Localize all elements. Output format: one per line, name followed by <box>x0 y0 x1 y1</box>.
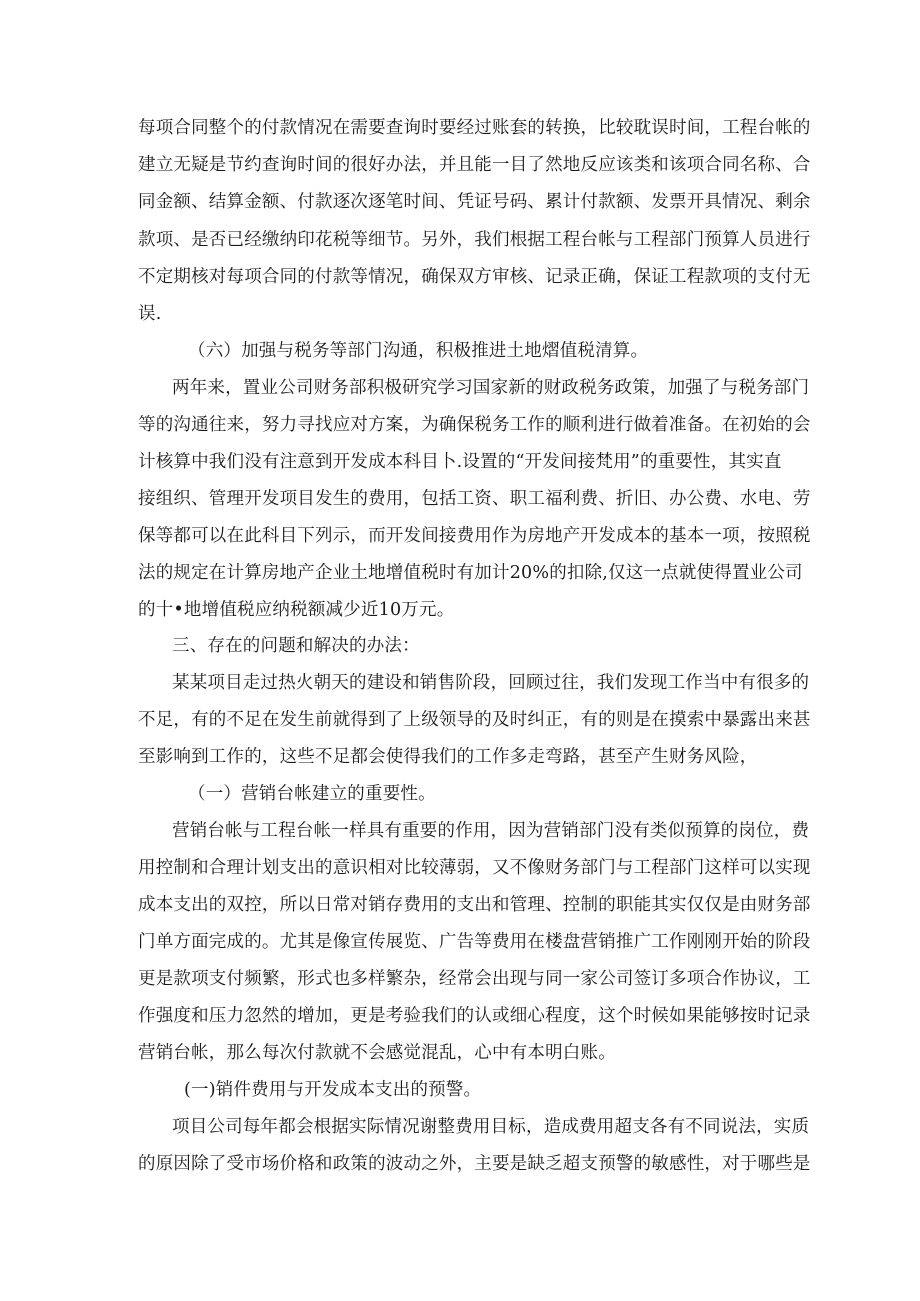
text-line: 法的规定在计算房地产企业土地增值税时有加计20%的扣除,仅这一点就使得置业公司 <box>138 563 803 583</box>
text-line: 误. <box>138 304 162 324</box>
text-line: 作强度和压力忽然的增加，更是考验我们的认或细心程度，这个时候如果能够按时记录 <box>138 1006 811 1026</box>
text-line: 更是款项支付频繁，形式也多样繁杂，经常会出现与同一家公司签订多项合作协议，工 <box>138 969 811 989</box>
section-heading: (一)销件费用与开发成本支出的预警。 <box>184 1080 482 1100</box>
text-line: 款项、是否已经缴纳印花税等细节。另外，我们根据工程台帐与工程部门预算人员进行 <box>138 230 811 250</box>
text-line: 不定期核对每项合同的付款等情况，确保双方审核、记录正确，保证工程款项的支付无 <box>138 267 811 287</box>
text-line: 成本支出的双控，所以日常对销存费用的支出和管理、控制的职能其实仅仅是由财务部 <box>138 895 811 915</box>
section-heading: （六）加强与税务等部门沟通，积极推进土地熠值税清算。 <box>188 341 649 361</box>
text-line: 的原因除了受市场价格和政策的波动之外，主要是缺乏超支预警的敏感性，对于哪些是 <box>138 1154 811 1174</box>
paragraph-first-line: 某某项目走过热火朝天的建设和销售阶段，回顾过往，我们发现工作当中有很多的 <box>172 673 810 693</box>
text-line: 等的沟通往来，努力寻找应对方案，为确保税务工作的顺利进行做着准备。在初始的会 <box>138 415 811 435</box>
text-line: 营销台帐，那么每次付款就不会感觉混乱，心中有本明白账。 <box>138 1043 616 1063</box>
text-line: 保等都可以在此科目下列示，而开发间接费用作为房地产开发成本的基本一项，按照税 <box>138 526 811 546</box>
paragraph-first-line: 项目公司每年都会根据实际情况谢整费用目标，造成费用超支各有不同说法，实质 <box>172 1117 810 1137</box>
text-line: 每项合同整个的付款情况在需要查询时要经过账套的转换，比较耽误时间，工程台帐的 <box>138 118 811 138</box>
text-line: 门单方面完成的。尤其是像宣传展览、广告等费用在楼盘营销推广工作刚刚开始的阶段 <box>138 932 811 952</box>
text-line: 用控制和合理计划支出的意识相对比较薄弱，又不像财务部门与工程部门这样可以实现 <box>138 858 811 878</box>
text-line: 接组织、管理开发项目发生的费用，包括工资、职工福利费、折旧、办公费、水电、劳 <box>138 489 811 509</box>
paragraph-first-line: 两年来，置业公司财务部积极研究学习国家新的财政税务政策，加强了与税务部门 <box>172 378 810 398</box>
text-line: 不足，有的不足在发生前就得到了上级领导的及时纠正，有的则是在摸索中暴露出来甚 <box>138 710 811 730</box>
text-line: 建立无疑是节约查询时间的很好办法，并且能一目了然地反应该类和该项合同名称、合 <box>138 155 811 175</box>
text-line: 同金额、结算金额、付款逐次逐笔时间、凭证号码、累计付款额、发票开具情况、剩余 <box>138 192 811 212</box>
text-line: 计核算中我们没有注意到开发成本科目卜.设置的“开发间接梵用”的重要性，其实直 <box>138 452 782 472</box>
paragraph-first-line: 营销台帐与工程台帐一样具有重要的作用，因为营销部门没有类似预算的岗位，费 <box>172 821 810 841</box>
section-heading: 三、存在的问题和解决的办法： <box>172 636 420 656</box>
text-line: 至影响到工作的，这些不足都会使得我们的工作多走弯路，甚至产生财务风险， <box>138 747 758 767</box>
section-heading: （一）营销台帐建立的重要性。 <box>188 784 436 804</box>
text-line: 的十•地增值税应纳税额减少近10万元。 <box>138 600 455 620</box>
